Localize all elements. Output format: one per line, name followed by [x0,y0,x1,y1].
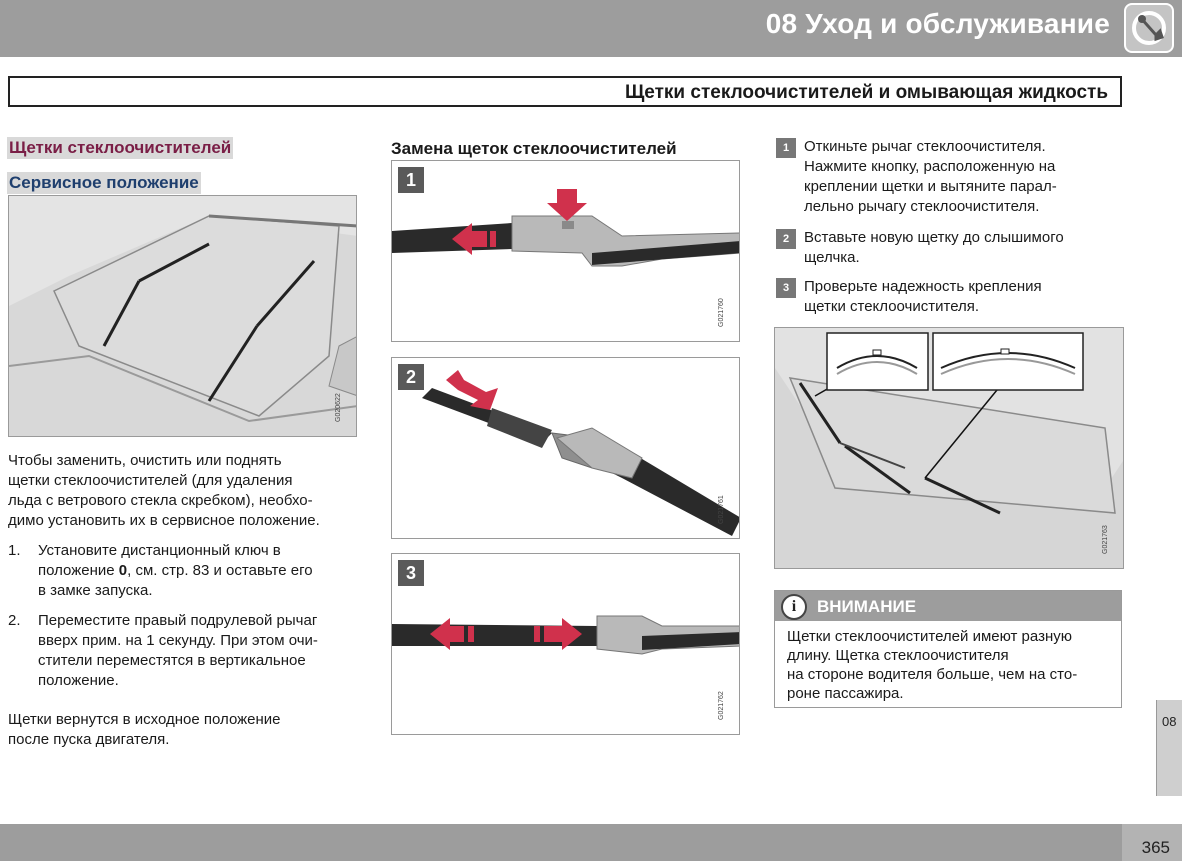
note-title: ВНИМАНИЕ [817,597,917,616]
replace-blades-heading: Замена щеток стеклоочистителей [391,139,677,158]
step-line: Нажмите кнопку, расположенную на [804,158,1056,175]
list-line: вверх прим. на 1 секунду. При этом очи- [38,632,318,649]
note-line: длину. Щетка стеклоочистителя [787,647,1009,664]
list-item [38,611,318,691]
figure-code: G021761 [718,495,725,524]
figure-badge: 2 [398,364,424,390]
step-2-figure [391,357,740,539]
step-line: Проверьте надежность крепления [804,278,1042,295]
blade-check-illustration [392,554,740,735]
note-text [787,627,1117,703]
step-badge: 1 [776,138,796,158]
list-line: Переместите правый подрулевой рычаг [38,612,318,629]
note-line: на стороне водителя больше, чем на сто- [787,666,1078,683]
blade-release-illustration [392,161,740,342]
service-position-figure [8,195,357,437]
step-line: лельно рычагу стеклоочистителя. [804,198,1040,215]
wipers-heading: Щетки стеклоочистителей [9,138,232,157]
list-line: в замке запуска. [38,582,153,599]
step-line: Откиньте рычаг стеклоочистителя. [804,138,1046,155]
page-number: 365 [1141,838,1170,857]
intro-paragraph [8,451,320,531]
intro-line: льда с ветрового стекла скребком), необхо- [8,492,313,509]
step-badge: 3 [776,278,796,298]
attention-note [774,590,1122,708]
closing-line: после пуска двигателя. [8,731,170,748]
list-line: положение 0, см. стр. 83 и оставьте его [38,562,313,579]
list-number: 2. [8,612,21,629]
list-number: 1. [8,542,21,559]
blade-insert-illustration [392,358,740,539]
closing-line: Щетки вернутся в исходное положение [8,711,281,728]
list-line: положение. [38,672,119,689]
car-windshield-illustration [9,196,357,437]
step-badge: 2 [776,229,796,249]
intro-line: димо установить их в сервисное положение. [8,512,320,529]
figure-code: G021760 [718,298,725,327]
chapter-side-tab[interactable] [1156,700,1182,796]
step-2-text [804,228,1064,268]
step-3-text [804,277,1042,317]
intro-line: Чтобы заменить, очистить или поднять [8,452,282,469]
wrench-icon [1124,3,1174,53]
step-line: креплении щетки и вытяните парал- [804,178,1057,195]
side-tab-label: 08 [1162,714,1177,729]
step-line: Вставьте новую щетку до слышимого [804,229,1064,246]
list-line: стители переместятся в вертикальное [38,652,306,669]
footer-bar [0,824,1182,861]
figure-code: G021763 [1102,525,1109,554]
blade-length-figure [774,327,1124,569]
closing-paragraph [8,710,281,750]
step-1-figure [391,160,740,342]
note-line: роне пассажира. [787,685,904,702]
section-title-box [8,76,1122,107]
step-line: щетки стеклоочистителя. [804,298,980,315]
chapter-title: 08 Уход и обслуживание [765,8,1110,39]
figure-badge: 3 [398,560,424,586]
figure-badge: 1 [398,167,424,193]
list-item [38,541,313,601]
note-header [775,591,1121,621]
step-line: щелчка. [804,249,860,266]
figure-code: G021762 [718,691,725,720]
service-position-heading: Сервисное положение [9,173,199,192]
info-icon: i [781,594,807,620]
section-title: Щетки стеклоочистителей и омывающая жидкость [624,82,1108,103]
wiper-length-illustration [775,328,1124,569]
step-3-figure [391,553,740,735]
note-line: Щетки стеклоочистителей имеют разную [787,628,1072,645]
list-line: Установите дистанционный ключ в [38,542,281,559]
intro-line: щетки стеклоочистителей (для удаления [8,472,293,489]
figure-code: G020622 [335,393,342,422]
step-1-text [804,137,1057,217]
